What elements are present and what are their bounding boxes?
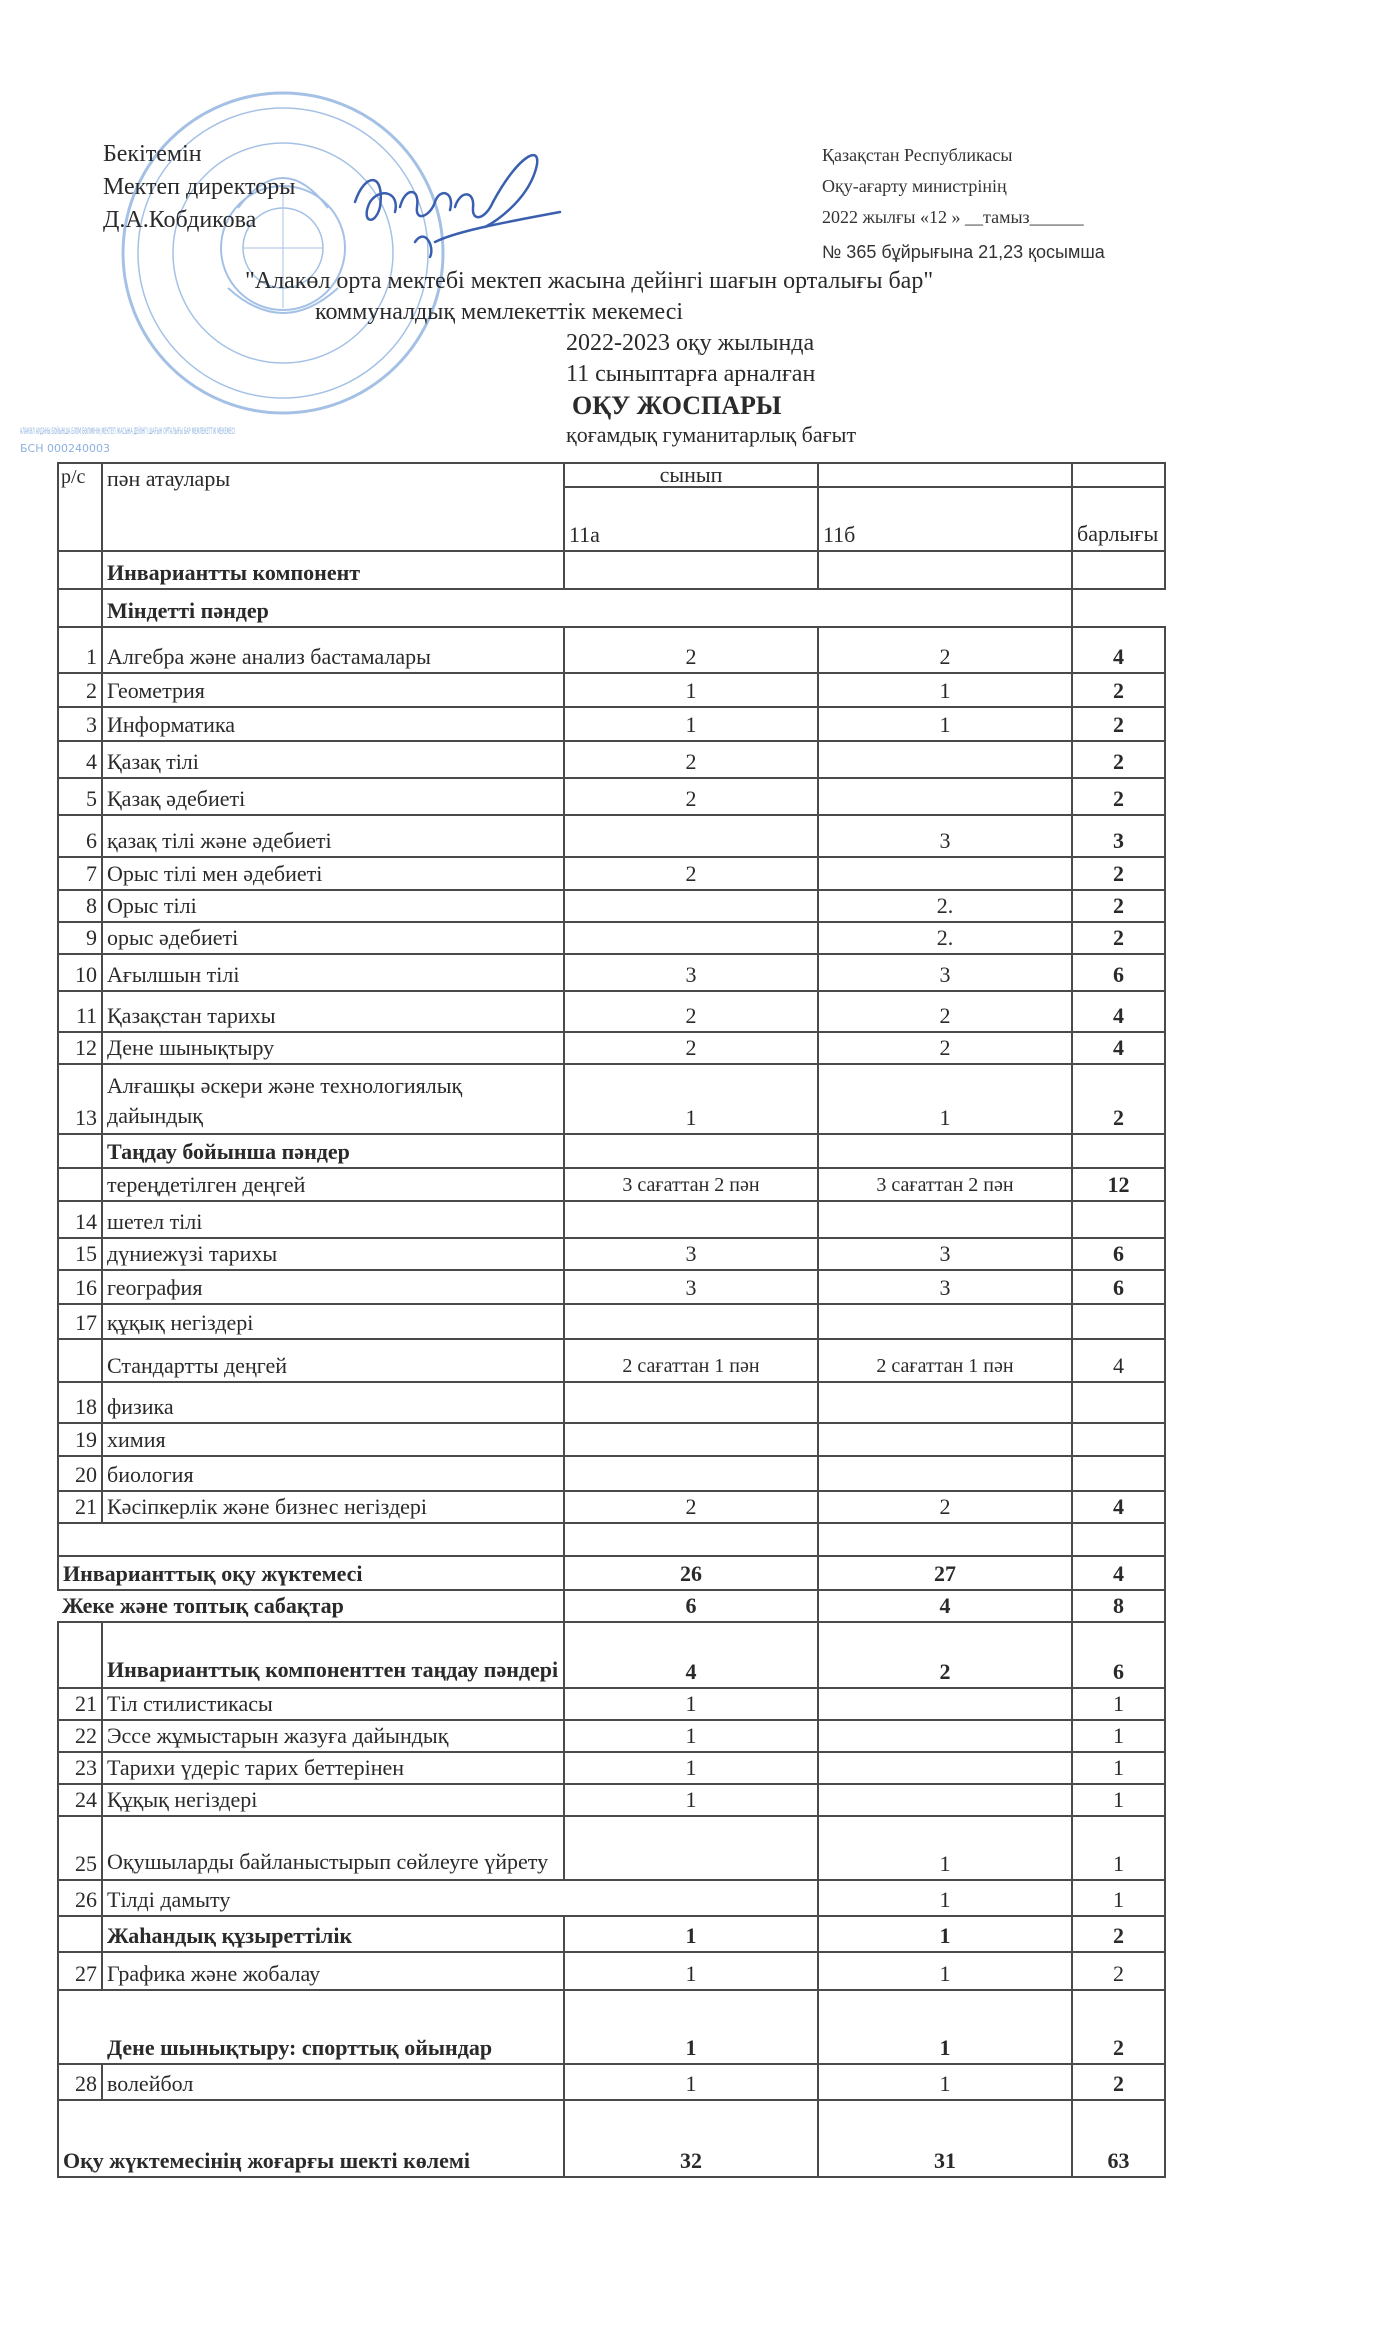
ministry-date: 2022 жылғы «12 » __тамыз______ xyxy=(822,207,1084,227)
value-total: 2 xyxy=(1072,857,1165,890)
value-11b xyxy=(818,1134,1072,1168)
curriculum-table xyxy=(57,462,1166,2178)
row-number: 13 xyxy=(58,1064,102,1134)
subject-name: орыс әдебиеті xyxy=(102,922,564,954)
value-total: 4 xyxy=(1072,1032,1165,1064)
table-row xyxy=(58,1523,1165,1556)
value-total: 4 xyxy=(1072,627,1165,673)
value-11a: 1 xyxy=(564,1784,818,1816)
value-total: 2 xyxy=(1072,890,1165,922)
subject-name: Графика және жобалау xyxy=(102,1952,564,1990)
row-number: 6 xyxy=(58,815,102,857)
row-number xyxy=(58,1622,102,1688)
subject-name: география xyxy=(102,1270,564,1304)
table-row xyxy=(58,2064,1165,2100)
subject-name: Қазақ әдебиеті xyxy=(102,778,564,815)
total-label: Инварианттық оқу жүктемесі xyxy=(58,1556,564,1590)
value-11b: 3 xyxy=(818,815,1072,857)
level-name: тереңдетілген деңгей xyxy=(102,1168,564,1201)
blank-cell xyxy=(58,1523,564,1556)
header-empty xyxy=(818,463,1072,487)
value-11b xyxy=(818,1784,1072,1816)
table-row xyxy=(58,1456,1165,1491)
value-11b xyxy=(818,1688,1072,1720)
value-11a: 2 xyxy=(564,627,818,673)
table-row xyxy=(58,1880,1165,1916)
value-11a xyxy=(564,551,818,589)
value-11a: 1 xyxy=(564,1064,818,1134)
subtotal-label: Инварианттық компоненттен таңдау пәндері xyxy=(102,1622,564,1688)
header-empty xyxy=(1072,463,1165,487)
value-total: 2 xyxy=(1072,1990,1165,2064)
header-col-b: 11б xyxy=(818,487,1072,551)
subject-name: Орыс тілі xyxy=(102,890,564,922)
row-number: 1 xyxy=(58,627,102,673)
table-row xyxy=(58,1990,1165,2064)
value-11a: 32 xyxy=(564,2100,818,2177)
value-11b xyxy=(818,1423,1072,1456)
ministry-order: № 365 бұйрығына 21,23 қосымша xyxy=(822,242,1105,262)
value-11b xyxy=(818,857,1072,890)
value-11a: 2 xyxy=(564,778,818,815)
subject-name: құқық негіздері xyxy=(102,1304,564,1339)
value-11b: 2. xyxy=(818,890,1072,922)
value-11a: 6 xyxy=(564,1590,818,1622)
value-11b xyxy=(818,1304,1072,1339)
value-11a: 1 xyxy=(564,673,818,707)
value-11b: 2 xyxy=(818,1491,1072,1523)
section-title: Таңдау бойынша пәндер xyxy=(102,1134,564,1168)
value-total: 3 xyxy=(1072,815,1165,857)
value-11b: 1 xyxy=(818,2064,1072,2100)
value-11b: 2 xyxy=(818,991,1072,1032)
subject-name: химия xyxy=(102,1423,564,1456)
title-block xyxy=(0,266,1397,449)
subject-name: Тарихи үдеріс тарих беттерінен xyxy=(102,1752,564,1784)
subject-name: дүниежүзі тарихы xyxy=(102,1238,564,1270)
row-number: 25 xyxy=(58,1816,102,1880)
value-total: 2 xyxy=(1072,1952,1165,1990)
value-11b xyxy=(818,1752,1072,1784)
value-11a: 26 xyxy=(564,1556,818,1590)
row-number: 18 xyxy=(58,1382,102,1423)
table-row xyxy=(58,890,1165,922)
value-11a: 2 xyxy=(564,741,818,778)
director-name: Д.А.Кобдикова xyxy=(103,207,257,233)
subject-name: Орыс тілі мен әдебиеті xyxy=(102,857,564,890)
value-11a: 2 xyxy=(564,1032,818,1064)
value-total xyxy=(1072,1382,1165,1423)
row-number: 22 xyxy=(58,1720,102,1752)
table-row xyxy=(58,1916,1165,1952)
subject-name: Алгебра және анализ бастамалары xyxy=(102,627,564,673)
value-11b: 27 xyxy=(818,1556,1072,1590)
subject-name: шетел тілі xyxy=(102,1201,564,1238)
value-11a: 3 xyxy=(564,1270,818,1304)
section-title: Міндетті пәндер xyxy=(102,589,1072,627)
table-row xyxy=(58,1590,1165,1622)
table-header-row xyxy=(58,463,1165,487)
row-number: 27 xyxy=(58,1952,102,1990)
table-row xyxy=(58,673,1165,707)
value-total: 2 xyxy=(1072,741,1165,778)
row-number: 14 xyxy=(58,1201,102,1238)
value-11a xyxy=(564,1423,818,1456)
table-row xyxy=(58,1134,1165,1168)
stamp-text: АЛАКӨЛ АУДАНЫ БОЙЫНША БІЛІМ БӨЛІМІНІҢ МЕКТЕП ЖАСЫНА ДЕЙІНГІ ШАҒЫН ОРТАЛЫҒЫ БАР МЕМЛЕКЕТТІК МЕКЕМЕСІ xyxy=(20,427,598,437)
value-11a xyxy=(564,1816,818,1880)
value-11b: 1 xyxy=(818,1816,1072,1880)
row-number: 21 xyxy=(58,1491,102,1523)
document-header xyxy=(0,138,1397,258)
subject-name: физика xyxy=(102,1382,564,1423)
table-row xyxy=(58,741,1165,778)
value-total xyxy=(1072,1456,1165,1491)
row-number: 23 xyxy=(58,1752,102,1784)
value-total: 1 xyxy=(1072,1688,1165,1720)
value-11b xyxy=(818,1382,1072,1423)
value-11b: 1 xyxy=(818,1990,1072,2064)
table-row xyxy=(58,857,1165,890)
row-number xyxy=(58,1916,102,1952)
value-total: 1 xyxy=(1072,1784,1165,1816)
value-total xyxy=(1072,551,1165,589)
value-11a xyxy=(564,1456,818,1491)
value-total: 2 xyxy=(1072,922,1165,954)
subject-name: Тіл стилистикасы xyxy=(102,1688,564,1720)
row-number: 11 xyxy=(58,991,102,1032)
value-11b: 2 xyxy=(818,627,1072,673)
value-11b: 2 xyxy=(818,1032,1072,1064)
org-name-line1: "Алакөл орта мектебі мектеп жасына дейінгі шағын орталығы бар" xyxy=(245,268,934,294)
value-11a xyxy=(564,1134,818,1168)
value-total: 4 xyxy=(1072,1339,1165,1382)
value-11a: 1 xyxy=(564,2064,818,2100)
academic-year: 2022-2023 оқу жылында xyxy=(566,330,815,356)
value-11b: 1 xyxy=(818,707,1072,741)
value-total: 4 xyxy=(1072,1491,1165,1523)
value-total: 1 xyxy=(1072,1720,1165,1752)
row-number: 7 xyxy=(58,857,102,890)
table-row xyxy=(58,1752,1165,1784)
value-total: 12 xyxy=(1072,1168,1165,1201)
value-11b: 3 xyxy=(818,954,1072,991)
subject-name: Қазақстан тарихы xyxy=(102,991,564,1032)
value-11a: 2 сағаттан 1 пән xyxy=(564,1339,818,1382)
subject-name: Эссе жұмыстарын жазуға дайындық xyxy=(102,1720,564,1752)
value-total: 4 xyxy=(1072,991,1165,1032)
value-11a: 2 xyxy=(564,857,818,890)
value-total xyxy=(1072,1304,1165,1339)
value-11a: 4 xyxy=(564,1622,818,1688)
value-11b: 1 xyxy=(818,1064,1072,1134)
subject-name: Информатика xyxy=(102,707,564,741)
table-row xyxy=(58,1382,1165,1423)
table-row xyxy=(58,551,1165,589)
subject-name: қазақ тілі және әдебиеті xyxy=(102,815,564,857)
blank-cell xyxy=(564,1523,818,1556)
value-11b: 1 xyxy=(818,1880,1072,1916)
row-number: 26 xyxy=(58,1880,102,1916)
subject-name: Оқушыларды байланыстырып сөйлеуге үйрету xyxy=(102,1816,564,1880)
table-row xyxy=(58,1032,1165,1064)
row-number: 16 xyxy=(58,1270,102,1304)
blank-cell xyxy=(1072,1523,1165,1556)
ministry-name: Оқу-ағарту министрінің xyxy=(822,176,1007,196)
value-11a: 1 xyxy=(564,707,818,741)
value-11b: 1 xyxy=(818,1952,1072,1990)
value-11b xyxy=(818,551,1072,589)
grade-label: 11 сыныптарға арналған xyxy=(566,361,816,387)
table-row xyxy=(58,1720,1165,1752)
table-row xyxy=(58,627,1165,673)
value-total: 2 xyxy=(1072,1064,1165,1134)
value-total: 63 xyxy=(1072,2100,1165,2177)
table-row xyxy=(58,1952,1165,1990)
row-number: 19 xyxy=(58,1423,102,1456)
value-11b: 4 xyxy=(818,1590,1072,1622)
table-row xyxy=(58,1339,1165,1382)
table-row xyxy=(58,778,1165,815)
curriculum-table-wrap xyxy=(57,462,1166,2178)
table-row xyxy=(58,1304,1165,1339)
row-number: 21 xyxy=(58,1688,102,1720)
value-11b: 2 xyxy=(818,1622,1072,1688)
director-title: Мектеп директоры xyxy=(103,174,296,200)
subject-name: Кәсіпкерлік және бизнес негіздері xyxy=(102,1491,564,1523)
subtotal-label: Жаһандық құзыреттілік xyxy=(102,1916,564,1952)
row-number xyxy=(58,1134,102,1168)
header-col-a: 11а xyxy=(564,487,818,551)
approval-block xyxy=(103,138,295,237)
value-11a: 2 xyxy=(564,991,818,1032)
table-row xyxy=(58,1622,1165,1688)
value-total xyxy=(1072,1201,1165,1238)
value-11a: 1 xyxy=(564,1720,818,1752)
value-11a: 3 xyxy=(564,1238,818,1270)
subject-name: Құқық негіздері xyxy=(102,1784,564,1816)
value-11b: 2 сағаттан 1 пән xyxy=(818,1339,1072,1382)
table-row xyxy=(58,1556,1165,1590)
row-number: 28 xyxy=(58,2064,102,2100)
value-11b xyxy=(818,741,1072,778)
row-number: 8 xyxy=(58,890,102,922)
value-11a xyxy=(564,815,818,857)
table-row xyxy=(58,1784,1165,1816)
value-11b: 31 xyxy=(818,2100,1072,2177)
direction-label: қоғамдық гуманитарлық бағыт xyxy=(566,422,857,447)
value-11b: 3 xyxy=(818,1270,1072,1304)
row-number xyxy=(58,589,102,627)
total-label: Оқу жүктемесінің жоғарғы шекті көлемі xyxy=(58,2100,564,2177)
header-rc: р/с xyxy=(58,463,102,551)
table-row xyxy=(58,1270,1165,1304)
table-row xyxy=(58,1201,1165,1238)
blank-cell xyxy=(818,1523,1072,1556)
row-number xyxy=(58,1339,102,1382)
value-11a: 1 xyxy=(564,1916,818,1952)
table-row xyxy=(58,589,1165,627)
value-total: 1 xyxy=(1072,1816,1165,1880)
row-number: 2 xyxy=(58,673,102,707)
table-row xyxy=(58,1064,1165,1134)
subject-name: Тілді дамыту xyxy=(102,1880,818,1916)
value-11a: 3 сағаттан 2 пән xyxy=(564,1168,818,1201)
table-row xyxy=(58,1491,1165,1523)
value-11a: 2 xyxy=(564,1491,818,1523)
row-number xyxy=(58,551,102,589)
table-row xyxy=(58,815,1165,857)
table-row xyxy=(58,991,1165,1032)
subject-name: биология xyxy=(102,1456,564,1491)
subject-name: Алғашқы әскери және технологиялық дайындық xyxy=(102,1064,564,1134)
value-11a: 1 xyxy=(564,1990,818,2064)
approval-label: Бекітемін xyxy=(103,141,202,167)
subject-name: Ағылшын тілі xyxy=(102,954,564,991)
page-title: ОҚУ ЖОСПАРЫ xyxy=(572,391,782,420)
value-total: 6 xyxy=(1072,1622,1165,1688)
value-11b: 1 xyxy=(818,1916,1072,1952)
value-total xyxy=(1072,1134,1165,1168)
value-11b xyxy=(818,1456,1072,1491)
value-11b xyxy=(818,1201,1072,1238)
row-number: 3 xyxy=(58,707,102,741)
value-total: 2 xyxy=(1072,2064,1165,2100)
value-11a xyxy=(564,890,818,922)
row-number: 24 xyxy=(58,1784,102,1816)
table-row xyxy=(58,1423,1165,1456)
value-11b xyxy=(818,1720,1072,1752)
value-total: 6 xyxy=(1072,954,1165,991)
header-total: барлығы xyxy=(1072,487,1165,551)
row-number: 17 xyxy=(58,1304,102,1339)
row-number: 12 xyxy=(58,1032,102,1064)
value-11b xyxy=(818,778,1072,815)
value-total: 2 xyxy=(1072,673,1165,707)
value-11a: 1 xyxy=(564,1752,818,1784)
table-row xyxy=(58,2100,1165,2177)
value-11a: 1 xyxy=(564,1952,818,1990)
row-number: 9 xyxy=(58,922,102,954)
value-11a xyxy=(564,922,818,954)
table-row xyxy=(58,1168,1165,1201)
row-number: 10 xyxy=(58,954,102,991)
subject-name: волейбол xyxy=(102,2064,564,2100)
value-11a xyxy=(564,1201,818,1238)
value-total: 2 xyxy=(1072,707,1165,741)
stamp-bin: БСН 000240003 xyxy=(20,442,110,455)
total-label: Жеке және топтық сабақтар xyxy=(58,1590,564,1622)
level-name: Стандартты деңгей xyxy=(102,1339,564,1382)
value-total: 6 xyxy=(1072,1270,1165,1304)
value-total: 2 xyxy=(1072,1916,1165,1952)
table-row xyxy=(58,707,1165,741)
value-total: 1 xyxy=(1072,1880,1165,1916)
value-11b: 1 xyxy=(818,673,1072,707)
ministry-block xyxy=(822,140,1084,233)
value-11a xyxy=(564,1382,818,1423)
value-total xyxy=(1072,589,1165,627)
section-title: Инвариантты компонент xyxy=(102,551,564,589)
ministry-country: Қазақстан Республикасы xyxy=(822,145,1013,165)
row-number xyxy=(58,1168,102,1201)
value-11b: 3 xyxy=(818,1238,1072,1270)
subject-name: Қазақ тілі xyxy=(102,741,564,778)
subject-name: Дене шынықтыру xyxy=(102,1032,564,1064)
row-number: 20 xyxy=(58,1456,102,1491)
org-name-line2: коммуналдық мемлекеттік мекемесі xyxy=(315,299,684,325)
value-total: 1 xyxy=(1072,1752,1165,1784)
value-total: 6 xyxy=(1072,1238,1165,1270)
value-11b: 3 сағаттан 2 пән xyxy=(818,1168,1072,1201)
value-total xyxy=(1072,1423,1165,1456)
value-total: 8 xyxy=(1072,1590,1165,1622)
value-total: 2 xyxy=(1072,778,1165,815)
subtotal-label: Дене шынықтыру: спорттық ойындар xyxy=(58,1990,564,2064)
value-total: 4 xyxy=(1072,1556,1165,1590)
table-row xyxy=(58,922,1165,954)
table-row xyxy=(58,1238,1165,1270)
row-number: 15 xyxy=(58,1238,102,1270)
row-number: 4 xyxy=(58,741,102,778)
subject-name: Геометрия xyxy=(102,673,564,707)
value-11b: 2. xyxy=(818,922,1072,954)
value-11a: 1 xyxy=(564,1688,818,1720)
value-11a xyxy=(564,1304,818,1339)
header-group: сынып xyxy=(564,463,818,487)
header-name: пән атаулары xyxy=(102,463,564,551)
table-row xyxy=(58,1816,1165,1880)
value-11a: 3 xyxy=(564,954,818,991)
table-row xyxy=(58,1688,1165,1720)
table-row xyxy=(58,954,1165,991)
row-number: 5 xyxy=(58,778,102,815)
